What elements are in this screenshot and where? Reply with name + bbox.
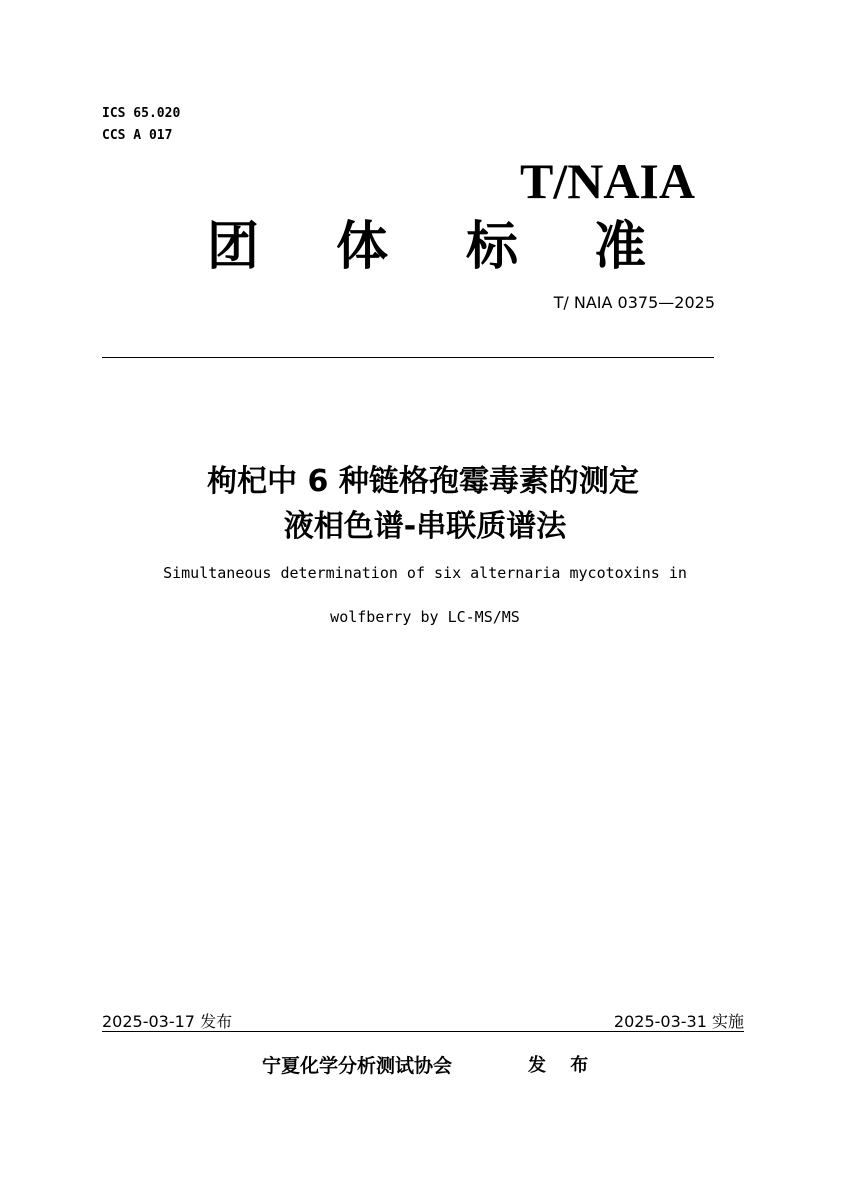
standard-type-char: 标 — [465, 217, 518, 277]
title-english-line-2: wolfberry by LC-MS/MS — [330, 608, 520, 626]
standard-type-char: 准 — [593, 217, 646, 277]
ics-code: ICS 65.020 — [102, 106, 181, 121]
title-english-line-1: Simultaneous determination of six alternaria mycotoxins in — [163, 564, 687, 582]
title-chinese-line-2: 液相色谱-串联质谱法 — [283, 509, 567, 544]
header-divider — [102, 357, 714, 358]
standard-type-char: 体 — [335, 217, 388, 277]
implement-date: 2025-03-31 实施 — [613, 1012, 744, 1031]
standard-type-char: 团 — [206, 217, 259, 277]
publish-date: 2025-03-17 发布 — [102, 1012, 233, 1031]
publish-action: 发 布 — [528, 1055, 598, 1076]
footer-divider — [102, 1031, 744, 1032]
standard-type-heading — [0, 212, 850, 282]
standard-number: T/ NAIA 0375—2025 — [553, 293, 715, 312]
publisher-line — [0, 1053, 850, 1081]
organization-code: T/NAIA — [519, 153, 695, 209]
title-chinese-line-1: 枸杞中 6 种链格孢霉毒素的测定 — [207, 464, 639, 499]
ccs-code: CCS A 017 — [102, 128, 173, 143]
publisher-name: 宁夏化学分析测试协会 — [262, 1055, 453, 1077]
